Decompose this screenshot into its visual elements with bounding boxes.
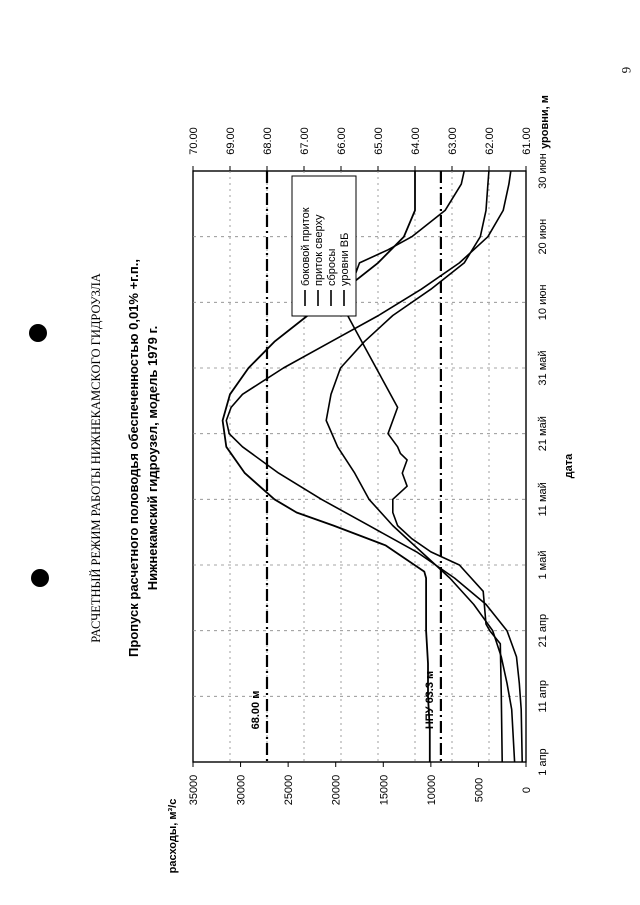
legend-label: уровни ВБ xyxy=(339,232,351,286)
document-heading: РАСЧЕТНЫЙ РЕЖИМ РАБОТЫ НИЖНЕКАМСКОГО ГИДРОУЗЛА xyxy=(89,273,103,643)
legend xyxy=(292,176,356,316)
y-tick-label: 20000 xyxy=(330,774,343,806)
x-tick-label: 11 апр xyxy=(537,679,549,713)
y-tick-label: 0 xyxy=(521,786,533,794)
plot-area xyxy=(193,171,526,762)
x-tick-label: 11 май xyxy=(537,482,549,517)
x-tick-label: 1 апр xyxy=(537,748,549,776)
y-tick-label: 30000 xyxy=(235,774,248,806)
y-tick-label: 10000 xyxy=(425,774,438,806)
x-tick-label: 20 июн xyxy=(537,218,549,255)
x-tick-label: 1 май xyxy=(537,550,549,580)
series-discharge xyxy=(341,171,503,762)
y-tick-label: 25000 xyxy=(283,774,296,806)
y-tick-label: 35000 xyxy=(188,774,200,806)
legend-label: приток сверху xyxy=(313,214,325,286)
series-lateral-inflow xyxy=(226,171,522,762)
y2-tick-label: 68.00 xyxy=(262,127,274,155)
x-tick-label: 10 июн xyxy=(537,284,549,321)
gridlines xyxy=(193,171,526,762)
y2-tick-label: 70.00 xyxy=(188,127,200,155)
legend-label: боковой приток xyxy=(300,207,312,286)
y2-tick-label: 69.00 xyxy=(225,127,237,155)
y2-axis-label: уровни, м xyxy=(539,95,551,149)
x-tick-label: 21 апр xyxy=(537,613,549,648)
page-number: 6 xyxy=(619,66,634,74)
x-tick-label: 30 июн xyxy=(537,153,549,189)
x-axis-label: дата xyxy=(563,453,575,479)
y-tick-label: 15000 xyxy=(378,774,391,806)
y-tick-label: 5000 xyxy=(473,777,486,803)
chart-title: Пропуск расчетного половодья обеспеченностью 0,01% +г.п., xyxy=(126,259,141,657)
y-axis-label: расходы, м³/с xyxy=(167,798,179,874)
reference-label-68: 68.00 м xyxy=(250,690,262,730)
reference-label-npu: НПУ 63.3 м xyxy=(423,670,436,730)
x-tick-label: 31 май xyxy=(537,350,549,386)
chart xyxy=(167,95,575,873)
y2-tick-label: 63.00 xyxy=(447,127,459,155)
legend-label: сбросы xyxy=(326,248,338,286)
punch-hole-top xyxy=(29,324,47,342)
punch-hole-bottom xyxy=(31,569,49,587)
x-tick-label: 21 май xyxy=(537,416,549,452)
axis-ticks xyxy=(188,127,549,805)
y2-tick-label: 64.00 xyxy=(410,127,422,155)
y2-tick-label: 65.00 xyxy=(373,127,385,155)
chart-subtitle: Нижнекамский гидроузел, модель 1979 г. xyxy=(145,325,160,591)
y2-tick-label: 66.00 xyxy=(336,127,348,155)
y2-tick-label: 61.00 xyxy=(521,127,533,155)
y2-tick-label: 67.00 xyxy=(299,127,311,155)
y2-tick-label: 62.00 xyxy=(484,127,496,155)
